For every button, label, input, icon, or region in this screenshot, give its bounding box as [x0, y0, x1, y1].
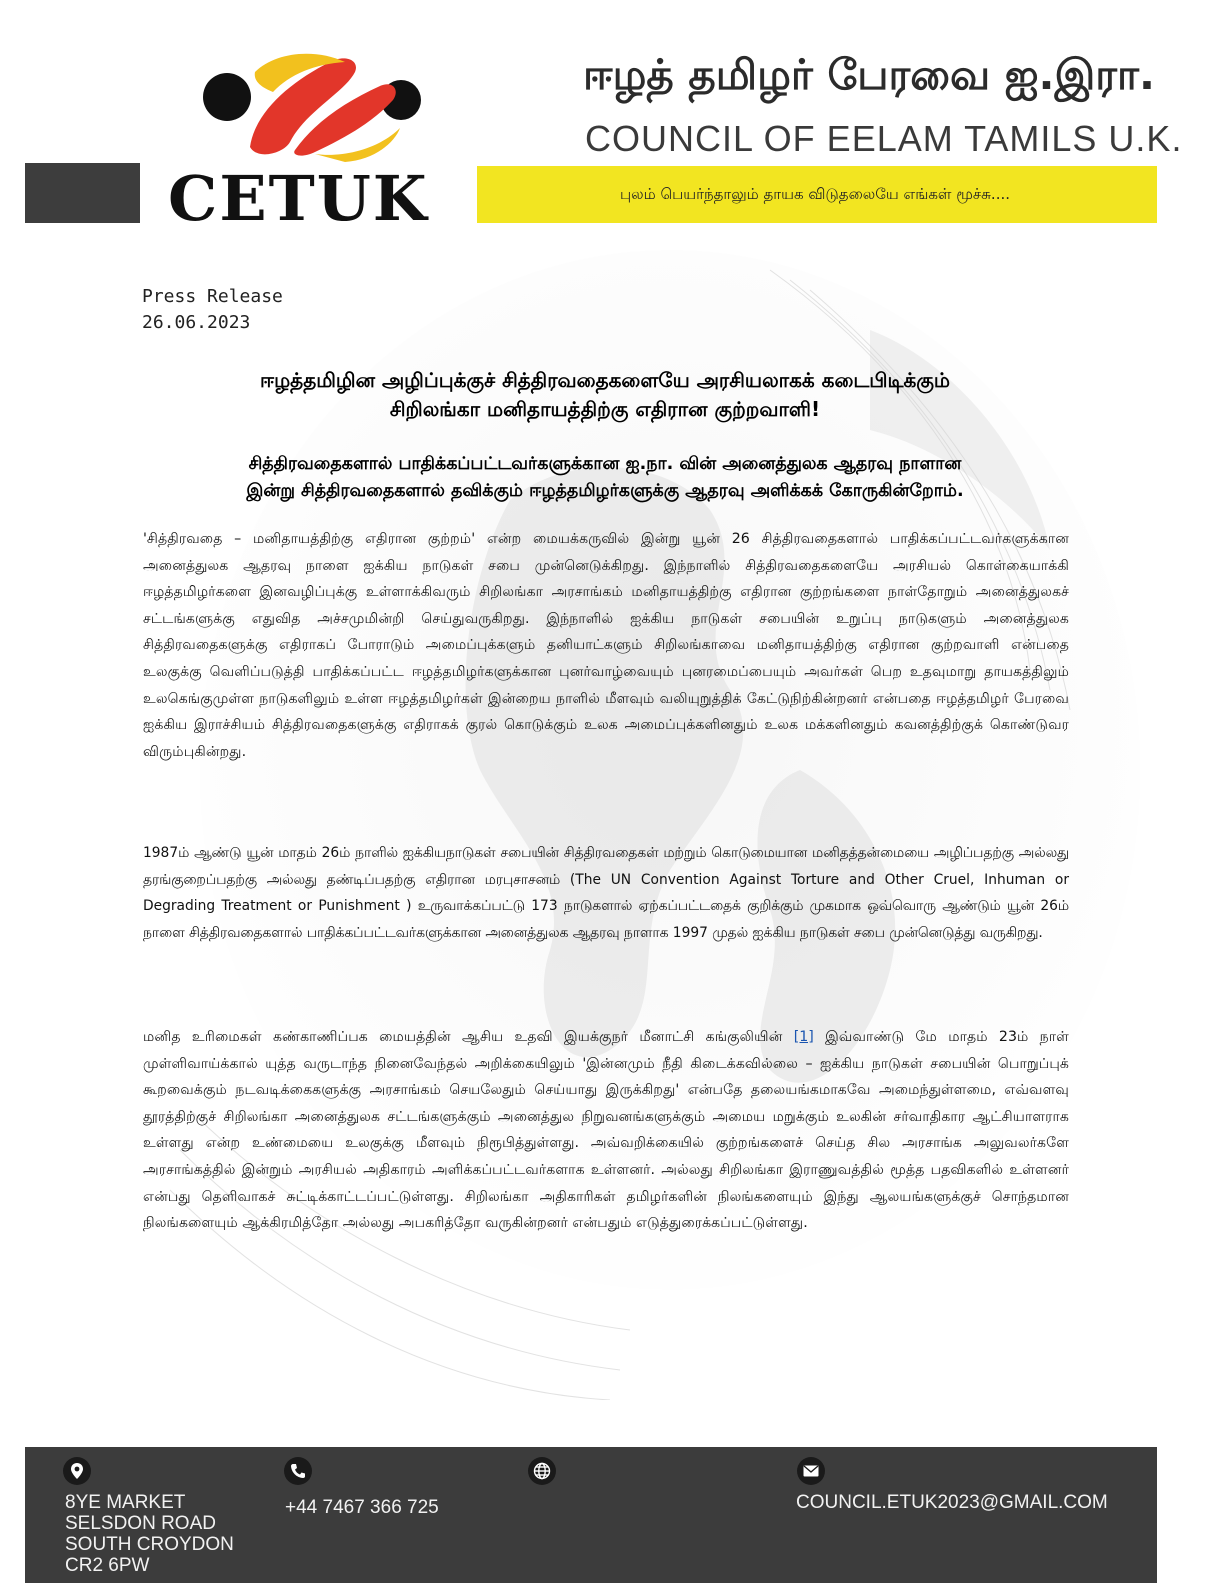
globe-icon [528, 1457, 556, 1485]
cetuk-logo-mark [195, 42, 435, 162]
paragraph-3-text-after: இவ்வாண்டு மே மாதம் 23ம் நாள் முள்ளிவாய்க்கால் யுத்த வருடாந்த நினைவேந்தல் அறிக்கையிலும் 'இன்னமும் நீதி கிடைக்கவில்லை – ஐக்கிய நாடுகள் சபையின் பொறுப்புக் கூறவைக்கும் நடவடிக்கைகளுக்கு அரசாங்கம் செயலேதும் செய்யாது இருக்கிறது' என்பதே தலையங்கமாகவே அமைந்துள்ளமை, எவ்வளவு தூரத்திற்குச் சிறிலங்கா அனைத்துலக சட்டங்களுக்கும் அனைத்துல நிறுவனங்களுக்கும் அமைய மறுக்கும் உலகின் சர்வாதிகார ஆட்சியாளராக உள்ளது என்ற உண்மையை உலகுக்கு மீளவும் நிரூபித்துள்ளது. அவ்வறிக்கையில் குற்றங்களைச் செய்த சில அரசாங்க அலுவலர்களே அரசாங்கத்தில் இன்றும் அரசியல் அதிகாரம் அளிக்கப்பட்டவர்களாக உள்ளனர். அல்லது சிறிலங்கா இராணுவத்தில் மூத்த பதவிகளில் உள்ளனர் என்பது தெளிவாகச் சுட்டிக்காட்டப்பட்டுள்ளது. சிறிலங்கா அதிகாரிகள் தமிழர்களின் நிலங்களையும் இந்து ஆலயங்களுக்குச் சொந்தமான நிலங்களையும் ஆக்கிரமித்தோ அல்லது அபகரித்தோ வருகின்றனர் என்பதும் எடுத்துரைக்கப்பட்டுள்ளது. [143, 1029, 1069, 1232]
phone-icon [284, 1457, 312, 1485]
paragraph-3-text-before: மனித உரிமைகள் கண்காணிப்பக மையத்தின் ஆசிய உதவி இயக்குநர் மீனாட்சி கங்குலியின் [143, 1029, 794, 1045]
footer-address [65, 1492, 234, 1576]
footer-email-address[interactable]: COUNCIL.ETUK2023@GMAIL.COM [796, 1492, 1108, 1513]
org-name-tamil: ஈழத் தமிழர் பேரவை ஐ.இரா. [583, 50, 1155, 99]
footer-phone-number[interactable]: +44 7467 366 725 [285, 1497, 439, 1518]
body-paragraph-2: 1987ம் ஆண்டு யூன் மாதம் 26ம் நாளில் ஐக்கியநாடுகள் சபையின் சித்திரவதைகள் மற்றும் கொடுமையான மனிதத்தன்மையை அழிப்பதற்கு அல்லது தரங்குறைப்பதற்கு அல்லது தண்டிப்பதற்கு எதிரான மரபுசாசனம் (The UN Convention Against Torture and Other Cruel, Inhuman or Degrading Treatment or Punishment ) உருவாக்கப்பட்டு 173 நாடுகளால் ஏற்கப்பட்டதைக் குறிக்கும் முகமாக ஒவ்வொரு ஆண்டும் யூன் 26ம் நாளை சித்திரவதைகளால் பாதிக்கப்பட்டவர்களுக்கான அனைத்துலக ஆதரவு நாளாக 1997 முதல் ஐக்கிய நாடுகள் சபை முன்னெடுத்து வருகிறது. [143, 845, 1069, 941]
main-headline [140, 366, 1070, 424]
logo-text: CETUK [168, 162, 429, 235]
address-line-1: 8YE MARKET [65, 1492, 186, 1513]
press-release-date: 26.06.2023 [142, 312, 251, 333]
sub-headline-line-2: இன்று சித்திரவதைகளால் தவிக்கும் ஈழத்தமிழர்களுக்கு ஆதரவு அளிக்கக் கோருகின்றோம். [246, 481, 964, 501]
header-grey-bar [25, 163, 140, 223]
mail-icon [797, 1457, 825, 1485]
footnote-reference-link[interactable]: [1] [793, 1029, 814, 1045]
sub-headline-line-1: சித்திரவதைகளால் பாதிக்கப்பட்டவர்களுக்கான ஐ.நா. வின் அனைத்துலக ஆதரவு நாளான [248, 454, 962, 474]
body-paragraph-1: 'சித்திரவதை – மனிதாயத்திற்கு எதிரான குற்றம்' என்ற மையக்கருவில் இன்று யூன் 26 சித்திரவதைகளால் பாதிக்கப்பட்டவர்களுக்கான அனைத்துலக ஆதரவு நாளை ஐக்கிய நாடுகள் சபை முன்னெடுக்கிறது. இந்நாளில் சித்திரவதைகளையே அரசியல் கொள்கையாக்கி ஈழத்தமிழர்களை இனவழிப்புக்கு உள்ளாக்கிவரும் சிறிலங்கா அரசாங்கம் மனிதாயத்திற்கு எதிரான குற்றங்களை நாள்தோறும் அனைத்துலகச் சட்டங்களுக்கு எதுவித அச்சமுமின்றி செய்துவருகிறது. இந்நாளில் ஐக்கிய நாடுகள் சபையின் உறுப்பு நாடுகளும் அனைத்துலக சித்திரவதைகளுக்கு எதிராகப் போராடும் அமைப்புக்களும் தனியாட்களும் சிறிலங்காவை மனிதாயத்திற்கு எதிரான குற்றவாளி என்பதை உலகுக்கு வெளிப்படுத்தி பாதிக்கப்பட்ட ஈழத்தமிழர்களுக்கான புனர்வாழ்வையும் புனரமைப்பையும் அவர்கள் பெற உதவுமாறு தாயகத்திலும் உலகெங்குமுள்ள நாடுகளிலும் உள்ள ஈழத்தமிழர்கள் இன்றைய நாளில் மீளவும் வலியுறுத்திக் கேட்டுநிற்கின்றனர் என்பதை ஈழத்தமிழர் பேரவை ஐக்கிய இராச்சியம் சித்திரவதைகளுக்கு எதிராகக் குரல் கொடுக்கும் உலக அமைப்புக்களினதும் உலக மக்களினதும் கவனத்திற்குக் கொண்டுவர விரும்புகின்றது. [143, 531, 1069, 760]
main-headline-line-2: சிறிலங்கா மனிதாயத்திற்கு எதிரான குற்றவாளி! [389, 397, 821, 421]
main-headline-line-1: ஈழத்தமிழின அழிப்புக்குச் சித்திரவதைகளையே அரசியலாகக் கடைபிடிக்கும் [259, 368, 951, 392]
header-tagline: புலம் பெயர்ந்தாலும் தாயக விடுதலையே எங்கள் மூச்சு.... [620, 185, 1011, 203]
press-release-label: Press Release [142, 286, 283, 307]
footer-bar [25, 1447, 1157, 1583]
org-name-english: COUNCIL OF EELAM TAMILS U.K. [585, 118, 1183, 159]
body-paragraph-3 [143, 1024, 1069, 1237]
location-pin-icon [63, 1457, 91, 1485]
address-line-2: SELSDON ROAD [65, 1513, 216, 1534]
sub-headline [140, 451, 1070, 505]
address-line-4: CR2 6PW [65, 1555, 150, 1576]
address-line-3: SOUTH CROYDON [65, 1534, 234, 1555]
